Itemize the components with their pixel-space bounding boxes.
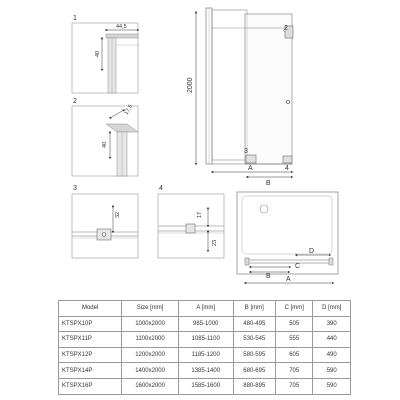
cell-size: 1600x2000 [122,378,179,394]
table-row [59,347,351,363]
callout-3-label: 3 [244,148,248,155]
plan-b-label: B [266,273,271,280]
fixed-panel [212,10,247,160]
cell-a: 1585-1600 [178,378,233,394]
table-row [59,316,351,332]
callout-2-label: 2 [284,25,288,32]
table-row [59,378,351,394]
height-label: 2000 [187,77,194,93]
detail-1 [72,15,138,93]
cell-a: 1085-1100 [178,332,233,348]
column-header-b: B [mm] [233,301,275,317]
cell-d: 590 [313,363,351,379]
column-header-d: D [mm] [313,301,351,317]
cell-b: 480-495 [233,316,275,332]
cell-model: KTSPX14P [59,363,122,379]
dimension-table [58,300,351,395]
cell-model: KTSPX10P [59,316,122,332]
detail-4 [158,185,224,258]
detail-4-bottom-label: 23 [212,239,218,246]
detail-1-frame [72,23,138,93]
cell-model: KTSPX16P [59,378,122,394]
bottom-guide [246,155,256,163]
cell-d: 440 [313,332,351,348]
column-header-model: Model [59,301,122,317]
width-b-label: B [266,180,271,187]
drain-icon [260,205,268,213]
cell-size: 1100x2000 [122,332,179,348]
table-header-row [59,301,351,317]
cell-model: KTSPX12P [59,347,122,363]
cell-a: 985-1000 [178,316,233,332]
plan-d-label: D [309,248,315,255]
cell-c: 605 [276,347,313,363]
shower-tray [237,192,338,274]
detail-2-number: 2 [73,98,77,105]
detail-3-frame [72,194,138,258]
detail-1-width-label: 44,5 [116,24,127,30]
detail-3-number: 3 [73,185,77,192]
cell-a: 1385-1400 [178,363,233,379]
cell-b: 530-545 [233,332,275,348]
detail-3 [72,185,138,258]
table-row [59,332,351,348]
cell-c: 555 [276,332,313,348]
detail-2-width-dimension [110,110,124,118]
detail-4-top-label: 17 [197,211,203,218]
detail-1-number: 1 [73,15,77,22]
column-header-a: A [mm] [178,301,233,317]
width-a-label: A [248,165,253,172]
cell-d: 490 [313,347,351,363]
detail-2 [72,98,138,176]
detail-4-number: 4 [159,185,163,192]
cell-d: 390 [313,316,351,332]
detail-1-top-bar [106,34,138,38]
plan-a-label: A [286,276,291,283]
cell-size: 1200x2000 [122,347,179,363]
bottom-roller [283,156,292,163]
cell-c: 705 [276,363,313,379]
callout-4-label: 4 [285,165,289,172]
detail-1-height-label: 40 [95,50,101,57]
column-header-size: Size [mm] [122,301,179,317]
front-elevation [187,8,293,187]
detail-3-height-label: 32 [115,211,121,218]
detail-4-roller [186,224,195,233]
plan-c-label: C [295,263,301,270]
cell-b: 880-895 [233,378,275,394]
cell-d: 590 [313,378,351,394]
detail-2-height-label: 40 [102,141,108,148]
cell-c: 505 [276,316,313,332]
column-header-c: C [mm] [276,301,313,317]
cell-size: 1400x2000 [122,363,179,379]
detail-2-corner-piece [106,124,138,132]
cell-c: 705 [276,378,313,394]
tray-basin [242,196,332,254]
cell-model: KTSPX11P [59,332,122,348]
detail-3-connector [97,229,111,240]
cell-b: 680-695 [233,363,275,379]
detail-2-width-label: 17,5 [123,103,135,116]
plan-view [237,192,338,283]
cell-size: 1000x2000 [122,316,179,332]
cell-a: 1185-1200 [178,347,233,363]
table-row [59,363,351,379]
cell-b: 580-595 [233,347,275,363]
